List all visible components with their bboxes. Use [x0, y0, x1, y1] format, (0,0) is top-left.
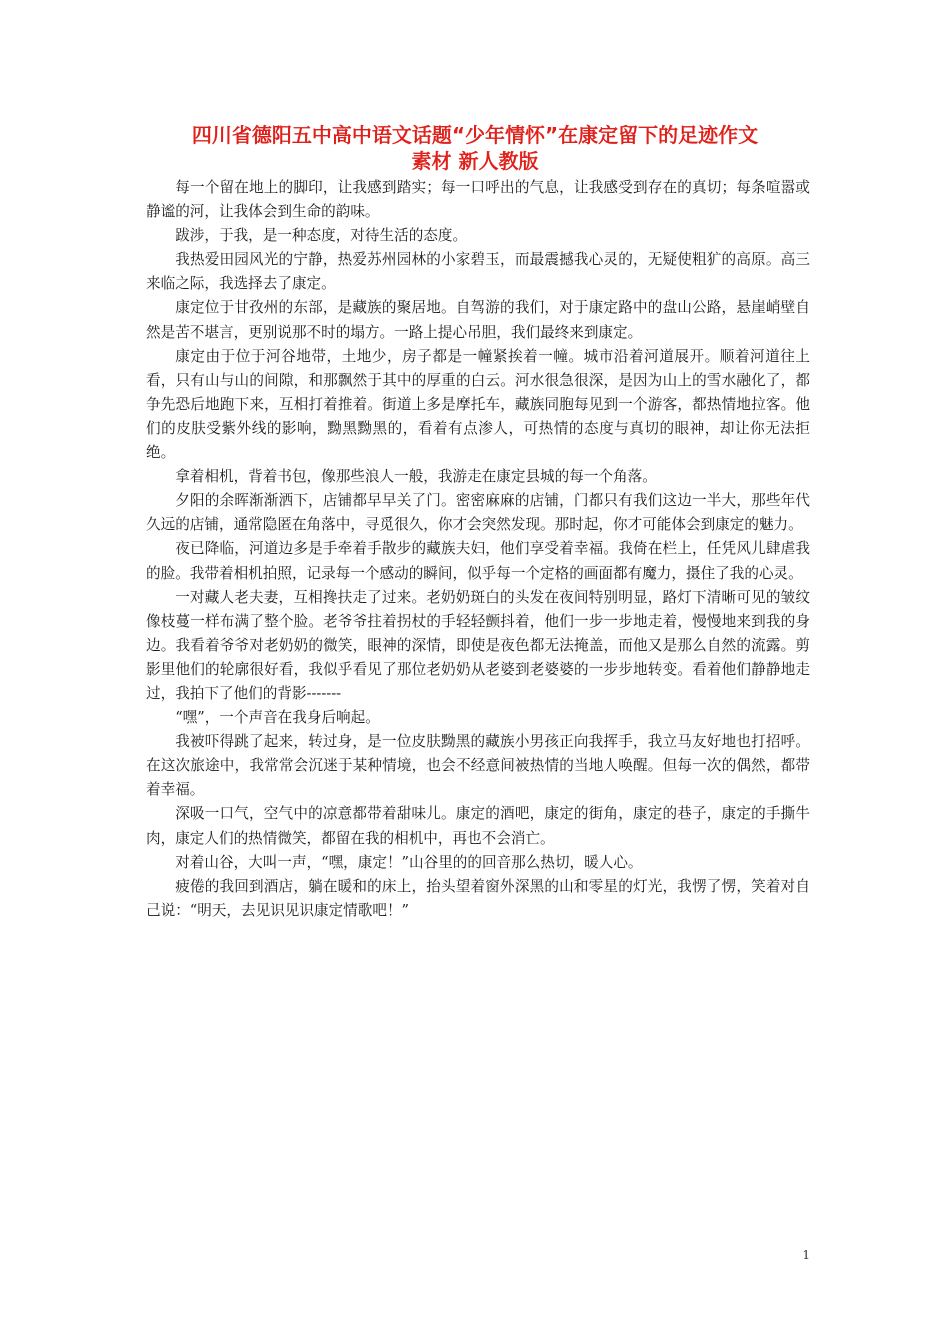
paragraph: 我热爱田园风光的宁静，热爱苏州园林的小家碧玉，而最震撼我心灵的，无疑使粗犷的高原。高三来临之际，我选择去了康定。 [146, 251, 810, 293]
title-line-1: 四川省德阳五中高中语文话题“少年情怀”在康定留下的足迹作文 [191, 123, 759, 147]
paragraph: 每一个留在地上的脚印，让我感到踏实；每一口呼出的气息，让我感受到存在的真切；每条喧嚣或静谧的河，让我体会到生命的韵味。 [146, 179, 810, 221]
paragraph: 对着山谷，大叫一声，“嘿，康定！”山谷里的的回音那么热切，暖人心。 [175, 853, 643, 871]
paragraph: 夕阳的余晖渐渐洒下，店铺都早早关了门。密密麻麻的店铺，门都只有我们这边一半大，那些年代久远的店铺，通常隐匿在角落中，寻觅很久，你才会突然发现。那时起，你才可能体会到康定的魅力。 [146, 492, 810, 534]
paragraph: 康定由于位于河谷地带，土地少，房子都是一幢紧挨着一幢。城市沿着河道展开。顺着河道往上看，只有山与山的间隙，和那飘然于其中的厚重的白云。河水很急很深，是因为山上的雪水融化了，都争先恐后地跑下来，互相打着推着。街道上多是摩托车，藏族同胞每见到一个游客，都热情地拉客。他们的皮肤受紫外线的影响，黝黑黝黑的，看着有点渗人，可热情的态度与真切的眼神，却让你无法拒绝。 [146, 347, 810, 462]
title-line-2: 素材 新人教版 [411, 149, 539, 173]
paragraph: 我被吓得跳了起来，转过身，是一位皮肤黝黑的藏族小男孩正向我挥手，我立马友好地也打招呼。在这次旅途中，我常常会沉迷于某种情境，也会不经意间被热情的当地人唤醒。但每一次的偶然，都带着幸福。 [146, 733, 810, 799]
paragraph: 康定位于甘孜州的东部，是藏族的聚居地。自驾游的我们，对于康定路中的盘山公路，悬崖峭壁自然是苦不堪言，更别说那不时的塌方。一路上提心吊胆，我们最终来到康定。 [146, 299, 810, 341]
paragraph: 一对藏人老夫妻，互相搀扶走了过来。老奶奶斑白的头发在夜间特别明显，路灯下清晰可见的皱纹像枝蔓一样布满了整个脸。老爷爷拄着拐杖的手轻轻颤抖着，他们一步一步地走着，慢慢地来到我的身边。我看着爷爷对老奶奶的微笑，眼神的深情，即使是夜色都无法掩盖，而他又是那么自然的流露。剪影里他们的轮廓很好看，我似乎看见了那位老奶奶从老婆到老婆婆的一步步地转变。看着他们静静地走过，我拍下了他们的背影------- [146, 588, 810, 702]
paragraph: “嘿”，一个声音在我身后响起。 [175, 709, 380, 727]
document-title [130, 122, 820, 174]
paragraph: 夜已降临，河道边多是手牵着手散步的藏族夫妇，他们享受着幸福。我倚在栏上，任凭风儿肆虐我的脸。我带着相机拍照，记录每一个感动的瞬间，似乎每一个定格的画面都有魔力，摄住了我的心灵。 [146, 540, 810, 582]
paragraph: 拿着相机，背着书包，像那些浪人一般，我游走在康定县城的每一个角落。 [175, 468, 657, 486]
paragraph: 疲倦的我回到酒店，躺在暖和的床上，抬头望着窗外深黑的山和零星的灯光，我愣了愣，笑着对自己说：“明天，去见识见识康定情歌吧！” [146, 877, 810, 919]
page-number: 1 [802, 1248, 810, 1262]
paragraph: 跋涉，于我，是一种态度，对待生活的态度。 [175, 227, 468, 245]
essay-body [146, 176, 810, 923]
paragraph: 深吸一口气，空气中的凉意都带着甜味儿。康定的酒吧，康定的街角，康定的巷子，康定的手撕牛肉，康定人们的热情微笑，都留在我的相机中，再也不会消亡。 [146, 805, 810, 847]
